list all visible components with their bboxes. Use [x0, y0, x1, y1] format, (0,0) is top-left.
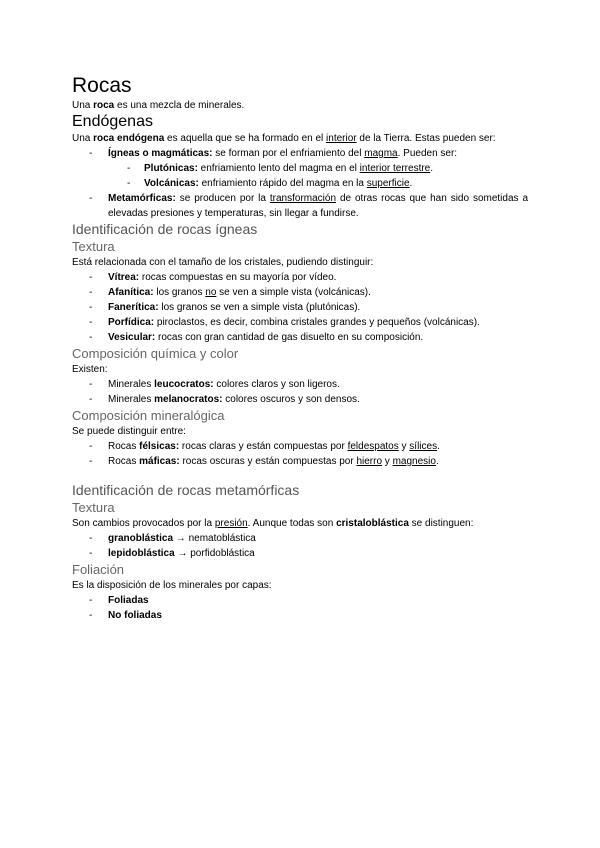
list-item-lepidoblastica: - lepidoblástica → porfidoblástica [72, 546, 528, 561]
list-item-no-foliadas: - No foliadas [72, 608, 528, 623]
endogenas-list [72, 146, 528, 221]
list-item-maficas: - Rocas máficas: rocas oscuras y están compuestas por hierro y magnesio. [72, 454, 528, 469]
list-item-vitrea: - Vítrea: rocas compuestas en su mayoría por vídeo. [72, 270, 528, 285]
textura-intro: Está relacionada con el tamaño de los cristales, pudiendo distinguir: [72, 257, 374, 268]
list-item-leucocratos: - Minerales leucocratos: colores claros y son ligeros. [72, 377, 528, 392]
list-item-plutonicas: - Plutónicas: enfriamiento lento del magma en el interior terrestre. [72, 161, 528, 176]
subheading-textura-metamorficas: Textura [72, 500, 115, 515]
list-item-porfidica: - Porfídica: piroclastos, es decir, combina cristales grandes y pequeños (volcánicas). [72, 315, 528, 330]
subheading-quimica: Composición química y color [72, 346, 239, 361]
list-item-faneritica: - Fanerítica: los granos se ven a simple vista (plutónicas). [72, 300, 528, 315]
list-item-metamorficas: - Metamórficas: se producen por la transformación de otras rocas que han sido sometidas a elevadas presiones y temperaturas, sin llegar a fundirse. [72, 191, 528, 221]
endogenas-definition: Una roca endógena es aquella que se ha formado en el interior de la Tierra. Estas pueden ser: [72, 133, 496, 144]
page-title: Rocas [72, 74, 132, 97]
section-heading-igneas: Identificación de rocas ígneas [72, 221, 258, 237]
list-item-foliadas: - Foliadas [72, 593, 528, 608]
mineralogica-intro: Se puede distinguir entre: [72, 426, 186, 437]
subheading-textura-igneas: Textura [72, 239, 115, 254]
intro-paragraph: Una roca es una mezcla de minerales. [72, 100, 245, 111]
subheading-foliacion: Foliación [72, 562, 125, 577]
quimica-list [72, 377, 528, 407]
section-heading-metamorficas: Identificación de rocas metamórficas [72, 482, 300, 498]
foliacion-list [72, 593, 528, 623]
subheading-mineralogica: Composición mineralógica [72, 408, 225, 423]
list-item-volcanicas: - Volcánicas: enfriamiento rápido del magma en la superficie. [72, 176, 528, 191]
document-page [72, 74, 528, 623]
list-item-granoblastica: - granoblástica → nematoblástica [72, 531, 528, 546]
mineralogica-list [72, 439, 528, 469]
list-item-afanitica: - Afanítica: los granos no se ven a simple vista (volcánicas). [72, 285, 528, 300]
list-item-felsicas: - Rocas félsicas: rocas claras y están compuestas por feldespatos y sílices. [72, 439, 528, 454]
list-item-igneas: - Ígneas o magmáticas: se forman por el enfriamiento del magma. Pueden ser: [72, 146, 528, 161]
list-item-melanocratos: - Minerales melanocratos: colores oscuros y son densos. [72, 392, 528, 407]
list-item-vesicular: - Vesicular: rocas con gran cantidad de gas disuelto en su composición. [72, 330, 528, 345]
metamorficas-textura-list [72, 531, 528, 561]
foliacion-intro: Es la disposición de los minerales por capas: [72, 580, 272, 591]
quimica-intro: Existen: [72, 364, 108, 375]
textura-list [72, 270, 528, 345]
metamorficas-textura-intro: Son cambios provocados por la presión. Aunque todas son cristaloblástica se distinguen: [72, 518, 474, 529]
section-heading-endogenas: Endógenas [72, 113, 153, 130]
